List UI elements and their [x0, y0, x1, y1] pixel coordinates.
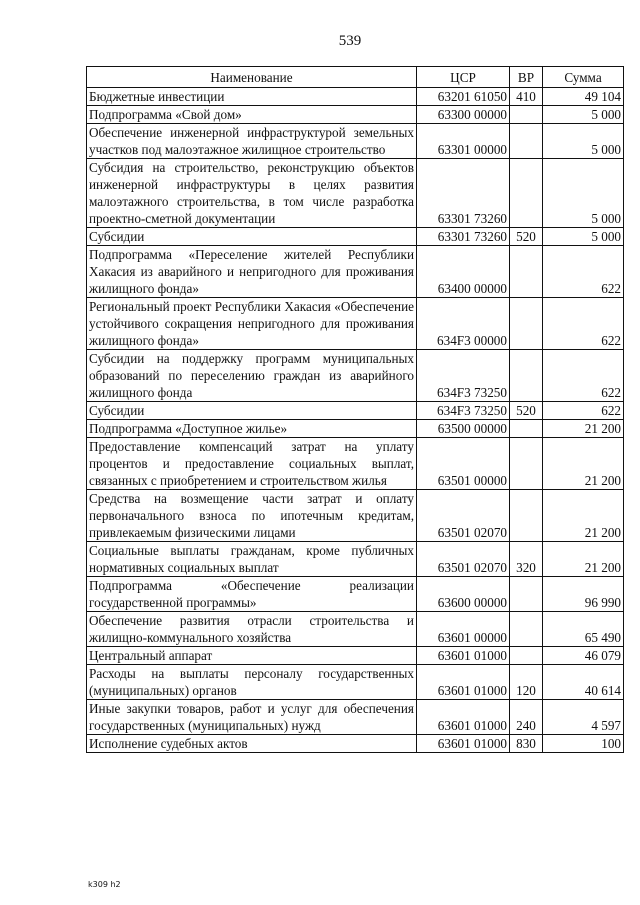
- row-name: Подпрограмма «Свой дом»: [87, 106, 417, 124]
- row-name: Подпрограмма «Доступное жилье»: [87, 420, 417, 438]
- row-name: Расходы на выплаты персоналу государственных (муниципальных) органов: [87, 665, 417, 700]
- table-row: [87, 542, 624, 577]
- table-row: [87, 246, 624, 298]
- table-row: [87, 402, 624, 420]
- row-sum: 46 079: [543, 647, 624, 665]
- row-name: Центральный аппарат: [87, 647, 417, 665]
- budget-table: [86, 66, 624, 753]
- row-csr: 63601 01000: [417, 647, 510, 665]
- row-vr: [510, 490, 543, 542]
- row-vr: 320: [510, 542, 543, 577]
- row-vr: [510, 350, 543, 402]
- row-csr: 63601 01000: [417, 700, 510, 735]
- row-name: Субсидия на строительство, реконструкцию объектов инженерной инфраструктуры в целях развития малоэтажного строительства, в том числе разработка проектно-сметной документации: [87, 159, 417, 228]
- table-row: [87, 228, 624, 246]
- table-row: [87, 159, 624, 228]
- table-header-row: [87, 67, 624, 88]
- row-name: Субсидии: [87, 402, 417, 420]
- row-sum: 5 000: [543, 124, 624, 159]
- row-sum: 622: [543, 246, 624, 298]
- row-sum: 4 597: [543, 700, 624, 735]
- row-name: Подпрограмма «Обеспечение реализации государственной программы»: [87, 577, 417, 612]
- page-number: 539: [338, 33, 362, 49]
- row-sum: 96 990: [543, 577, 624, 612]
- row-name: Субсидии: [87, 228, 417, 246]
- row-vr: [510, 298, 543, 350]
- table-row: [87, 124, 624, 159]
- header-name: Наименование: [87, 67, 417, 88]
- row-name: Региональный проект Республики Хакасия «Обеспечение устойчивого сокращения непригодного для проживания жилищного фонда»: [87, 298, 417, 350]
- row-vr: [510, 124, 543, 159]
- row-name: Исполнение судебных актов: [87, 735, 417, 753]
- row-vr: 520: [510, 228, 543, 246]
- row-csr: 63201 61050: [417, 88, 510, 106]
- row-vr: 120: [510, 665, 543, 700]
- table-row: [87, 735, 624, 753]
- row-csr: 63500 00000: [417, 420, 510, 438]
- row-vr: 240: [510, 700, 543, 735]
- header-sum: Сумма: [543, 67, 624, 88]
- row-name: Предоставление компенсаций затрат на уплату процентов и предоставление социальных выплат, связанных с приобретением и строительством жилья: [87, 438, 417, 490]
- table-row: [87, 612, 624, 647]
- table-row: [87, 350, 624, 402]
- footer-code: k309 h2: [88, 880, 121, 889]
- row-sum: 5 000: [543, 159, 624, 228]
- row-csr: 63300 00000: [417, 106, 510, 124]
- table-body: [87, 88, 624, 753]
- row-sum: 5 000: [543, 228, 624, 246]
- header-csr: ЦСР: [417, 67, 510, 88]
- row-vr: [510, 420, 543, 438]
- row-vr: [510, 106, 543, 124]
- row-name: Подпрограмма «Переселение жителей Республики Хакасия из аварийного и непригодного для проживания жилищного фонда»: [87, 246, 417, 298]
- table-row: [87, 438, 624, 490]
- row-csr: 63400 00000: [417, 246, 510, 298]
- row-vr: [510, 612, 543, 647]
- row-sum: 21 200: [543, 438, 624, 490]
- row-name: Обеспечение инженерной инфраструктурой земельных участков под малоэтажное жилищное строительство: [87, 124, 417, 159]
- row-sum: 21 200: [543, 490, 624, 542]
- table-row: [87, 298, 624, 350]
- row-sum: 622: [543, 298, 624, 350]
- row-name: Социальные выплаты гражданам, кроме публичных нормативных социальных выплат: [87, 542, 417, 577]
- row-vr: [510, 647, 543, 665]
- row-sum: 65 490: [543, 612, 624, 647]
- row-sum: 622: [543, 350, 624, 402]
- row-csr: 63601 01000: [417, 735, 510, 753]
- row-vr: 520: [510, 402, 543, 420]
- table-row: [87, 420, 624, 438]
- table-row: [87, 665, 624, 700]
- row-csr: 63501 02070: [417, 490, 510, 542]
- row-csr: 634F3 73250: [417, 402, 510, 420]
- row-sum: 622: [543, 402, 624, 420]
- row-csr: 63600 00000: [417, 577, 510, 612]
- row-csr: 634F3 00000: [417, 298, 510, 350]
- row-vr: 410: [510, 88, 543, 106]
- row-sum: 40 614: [543, 665, 624, 700]
- row-vr: [510, 438, 543, 490]
- row-vr: [510, 246, 543, 298]
- row-csr: 63601 01000: [417, 665, 510, 700]
- row-csr: 63301 00000: [417, 124, 510, 159]
- row-name: Иные закупки товаров, работ и услуг для обеспечения государственных (муниципальных) нужд: [87, 700, 417, 735]
- row-vr: [510, 577, 543, 612]
- row-csr: 63501 00000: [417, 438, 510, 490]
- row-csr: 63301 73260: [417, 159, 510, 228]
- row-csr: 63501 02070: [417, 542, 510, 577]
- row-sum: 49 104: [543, 88, 624, 106]
- table-row: [87, 490, 624, 542]
- row-sum: 21 200: [543, 420, 624, 438]
- row-vr: 830: [510, 735, 543, 753]
- table-row: [87, 700, 624, 735]
- row-sum: 100: [543, 735, 624, 753]
- row-sum: 5 000: [543, 106, 624, 124]
- table-row: [87, 577, 624, 612]
- header-vr: ВР: [510, 67, 543, 88]
- row-name: Субсидии на поддержку программ муниципальных образований по переселению граждан из аварийного жилищного фонда: [87, 350, 417, 402]
- row-csr: 634F3 73250: [417, 350, 510, 402]
- row-name: Средства на возмещение части затрат и оплату первоначального взноса по ипотечным кредитам, привлекаемым физическими лицами: [87, 490, 417, 542]
- row-name: Бюджетные инвестиции: [87, 88, 417, 106]
- row-vr: [510, 159, 543, 228]
- table-row: [87, 88, 624, 106]
- row-csr: 63601 00000: [417, 612, 510, 647]
- row-sum: 21 200: [543, 542, 624, 577]
- table-row: [87, 647, 624, 665]
- row-csr: 63301 73260: [417, 228, 510, 246]
- table-row: [87, 106, 624, 124]
- row-name: Обеспечение развития отрасли строительства и жилищно-коммунального хозяйства: [87, 612, 417, 647]
